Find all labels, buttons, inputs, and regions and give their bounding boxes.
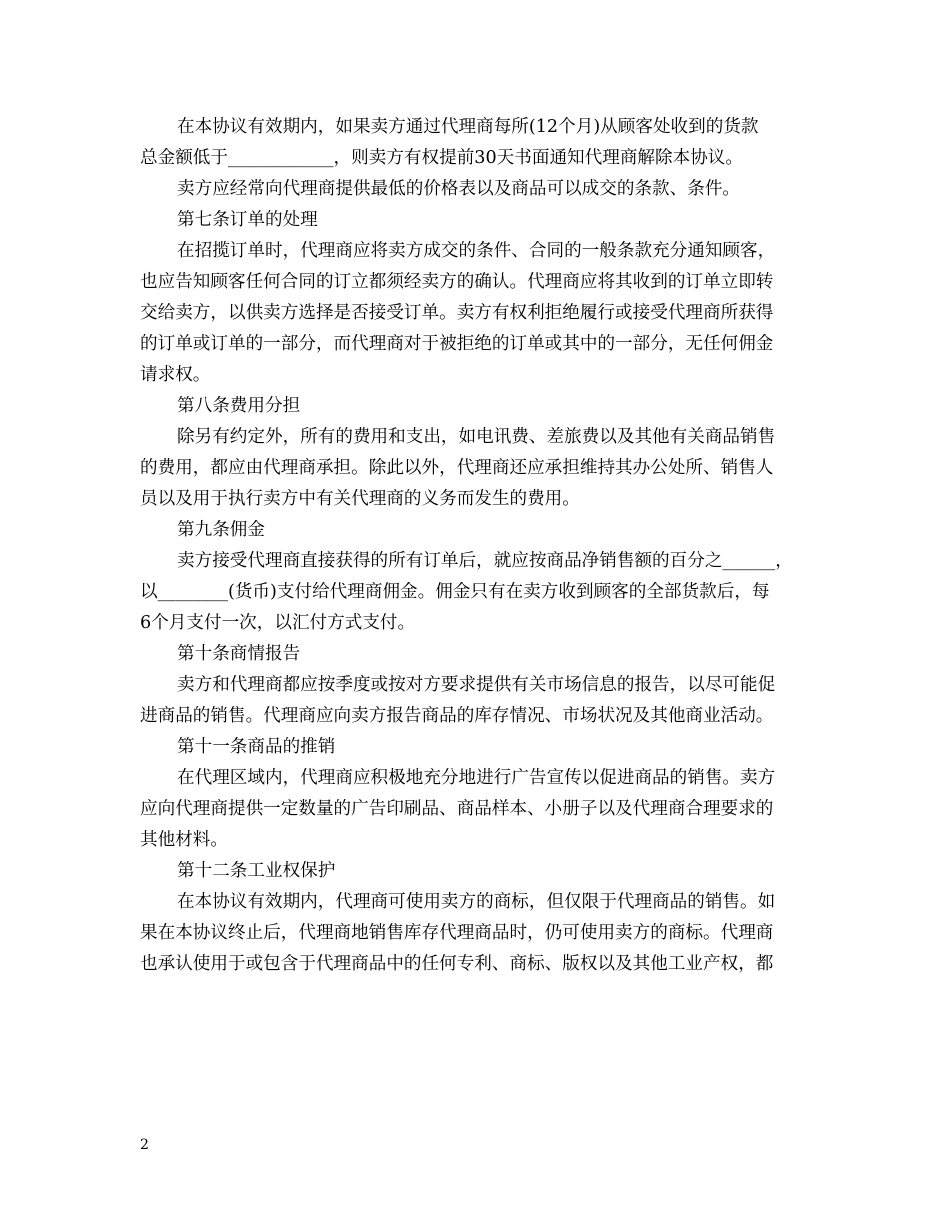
text-line: 卖方和代理商都应按季度或按对方要求提供有关市场信息的报告，以尽可能促 xyxy=(177,675,776,695)
text-line: 第八条费用分担 xyxy=(177,396,301,416)
page-number: 2 xyxy=(140,1137,149,1153)
text-line: 在本协议有效期内，如果卖方通过代理商每所(12个月)从顾客处收到的货款 xyxy=(177,117,759,137)
text-line: 也应告知顾客任何合同的订立都须经卖方的确认。代理商应将其收到的订单立即转 xyxy=(140,272,774,292)
document-body xyxy=(140,112,812,980)
text-line: 的订单或订单的一部分，而代理商对于被拒绝的订单或其中的一部分，无任何佣金 xyxy=(140,334,774,354)
text-line: 进商品的销售。代理商应向卖方报告商品的库存情况、市场状况及其他商业活动。 xyxy=(140,706,774,726)
text-line: 在招揽订单时，代理商应将卖方成交的条件、合同的一般条款充分通知顾客， xyxy=(177,241,776,261)
text-line: 交给卖方，以供卖方选择是否接受订单。卖方有权利拒绝履行或接受代理商所获得 xyxy=(140,303,774,323)
text-line: 请求权。 xyxy=(140,365,211,385)
article-heading xyxy=(140,205,812,236)
text-line: 卖方接受代理商直接获得的所有订单后，就应按商品净销售额的百分之______， xyxy=(177,551,793,571)
text-line: 果在本协议终止后，代理商地销售库存代理商品时，仍可使用卖方的商标。代理商 xyxy=(140,923,774,943)
text-line: 员以及用于执行卖方中有关代理商的义务而发生的费用。 xyxy=(140,489,580,509)
text-line: 的费用，都应由代理商承担。除此以外，代理商还应承担维持其办公处所、销售人 xyxy=(140,458,774,478)
text-line: 第九条佣金 xyxy=(177,520,265,540)
body-paragraph xyxy=(140,763,812,856)
text-line: 第七条订单的处理 xyxy=(177,210,318,230)
text-line: 应向代理商提供一定数量的广告印刷品、商品样本、小册子以及代理商合理要求的 xyxy=(140,799,774,819)
text-line: 在本协议有效期内，代理商可使用卖方的商标，但仅限于代理商品的销售。如 xyxy=(177,892,776,912)
body-paragraph xyxy=(140,546,812,639)
article-heading xyxy=(140,639,812,670)
text-line: 在代理区域内，代理商应积极地充分地进行广告宣传以促进商品的销售。卖方 xyxy=(177,768,776,788)
body-paragraph xyxy=(140,670,812,732)
article-heading xyxy=(140,391,812,422)
body-paragraph xyxy=(140,174,812,205)
text-line: 卖方应经常向代理商提供最低的价格表以及商品可以成交的条款、条件。 xyxy=(177,179,741,199)
body-paragraph xyxy=(140,112,812,174)
body-paragraph xyxy=(140,887,812,980)
text-line: 其他材料。 xyxy=(140,830,228,850)
article-heading xyxy=(140,515,812,546)
text-line: 6个月支付一次，以汇付方式支付。 xyxy=(140,613,416,633)
text-line: 总金额低于____________，则卖方有权提前30天书面通知代理商解除本协议。 xyxy=(140,148,743,168)
article-heading xyxy=(140,732,812,763)
body-paragraph xyxy=(140,236,812,391)
text-line: 也承认使用于或包含于代理商品中的任何专利、商标、版权以及其他工业产权，都 xyxy=(140,954,774,974)
text-line: 第十一条商品的推销 xyxy=(177,737,336,757)
text-line: 第十条商情报告 xyxy=(177,644,301,664)
article-heading xyxy=(140,856,812,887)
text-line: 第十二条工业权保护 xyxy=(177,861,336,881)
text-line: 除另有约定外，所有的费用和支出，如电讯费、差旅费以及其他有关商品销售 xyxy=(177,427,776,447)
body-paragraph xyxy=(140,422,812,515)
text-line: 以________(货币)支付给代理商佣金。佣金只有在卖方收到顾客的全部货款后，每 xyxy=(140,582,770,602)
